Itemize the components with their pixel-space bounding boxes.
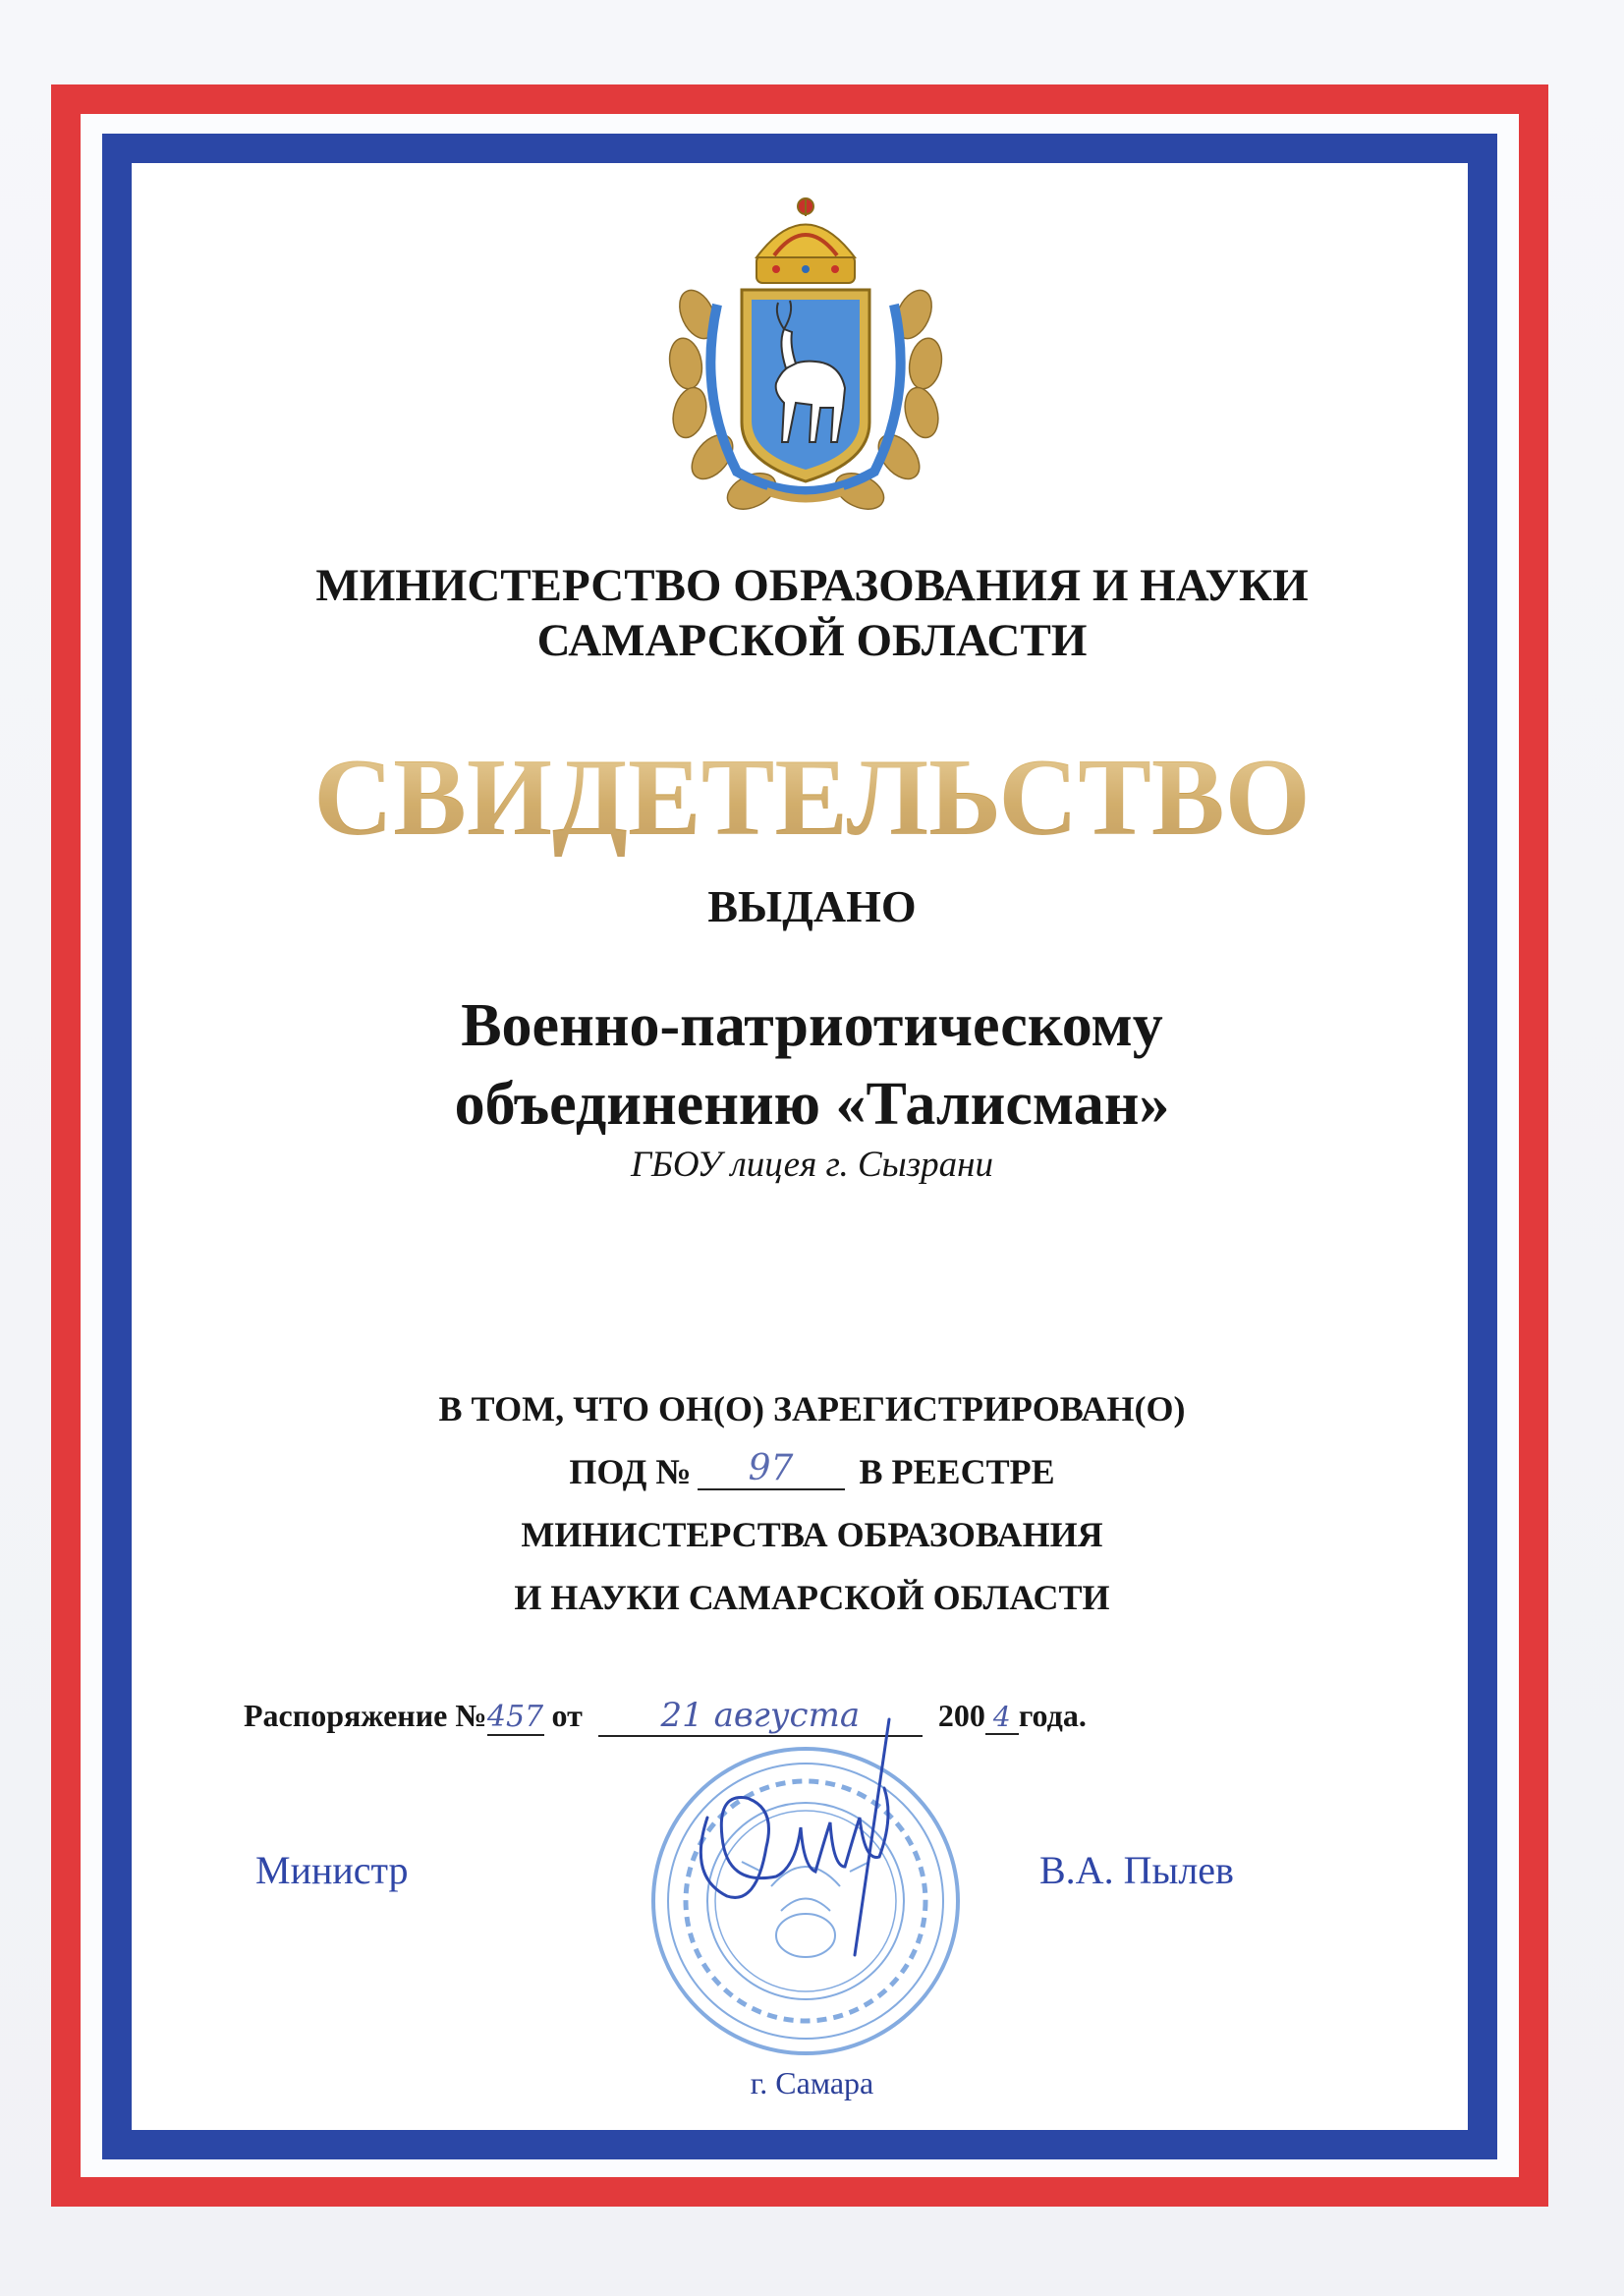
order-line <box>244 1696 1087 1737</box>
recipient-line-2: объединению «Талисман» <box>454 1071 1170 1138</box>
recipient-name <box>0 986 1624 1144</box>
order-year: 4 <box>985 1701 1019 1735</box>
recipient-school: ГБОУ лицея г. Сызрани <box>631 1145 993 1185</box>
registration-number-suffix: В РЕЕСТРЕ <box>859 1452 1055 1491</box>
order-number: 457 <box>486 1700 544 1734</box>
registration-line-3: МИНИСТЕРСТВА ОБРАЗОВАНИЯ <box>521 1515 1103 1554</box>
ministry-header <box>0 558 1624 668</box>
handwritten-signature-icon <box>668 1700 924 1975</box>
order-suffix: года. <box>1018 1698 1087 1733</box>
minister-title: Министр <box>255 1848 409 1892</box>
ministry-line-1: МИНИСТЕРСТВО ОБРАЗОВАНИЯ И НАУКИ <box>315 560 1309 611</box>
registration-number: 97 <box>698 1449 845 1490</box>
ministry-line-2: САМАРСКОЙ ОБЛАСТИ <box>536 615 1088 666</box>
coat-of-arms-icon <box>658 196 953 521</box>
order-from: от <box>551 1698 583 1733</box>
order-prefix: Распоряжение № <box>244 1698 487 1733</box>
issued-label: ВЫДАНО <box>707 881 917 931</box>
registration-line-4: И НАУКИ САМАРСКОЙ ОБЛАСТИ <box>514 1578 1110 1617</box>
recipient-line-1: Военно-патриотическому <box>461 992 1163 1059</box>
registration-number-prefix: ПОД № <box>569 1452 692 1491</box>
minister-name: В.А. Пылев <box>1039 1848 1234 1892</box>
registration-line-1: В ТОМ, ЧТО ОН(О) ЗАРЕГИСТРИРОВАН(О) <box>438 1389 1186 1428</box>
order-year-prefix: 200 <box>937 1698 985 1733</box>
issue-city: г. Самара <box>750 2065 874 2100</box>
registration-statement <box>0 1377 1624 1629</box>
certificate-title: СВИДЕТЕЛЬСТВО <box>0 739 1624 857</box>
order-date: 21 августа <box>598 1696 923 1737</box>
registration-line-2 <box>0 1440 1624 1503</box>
